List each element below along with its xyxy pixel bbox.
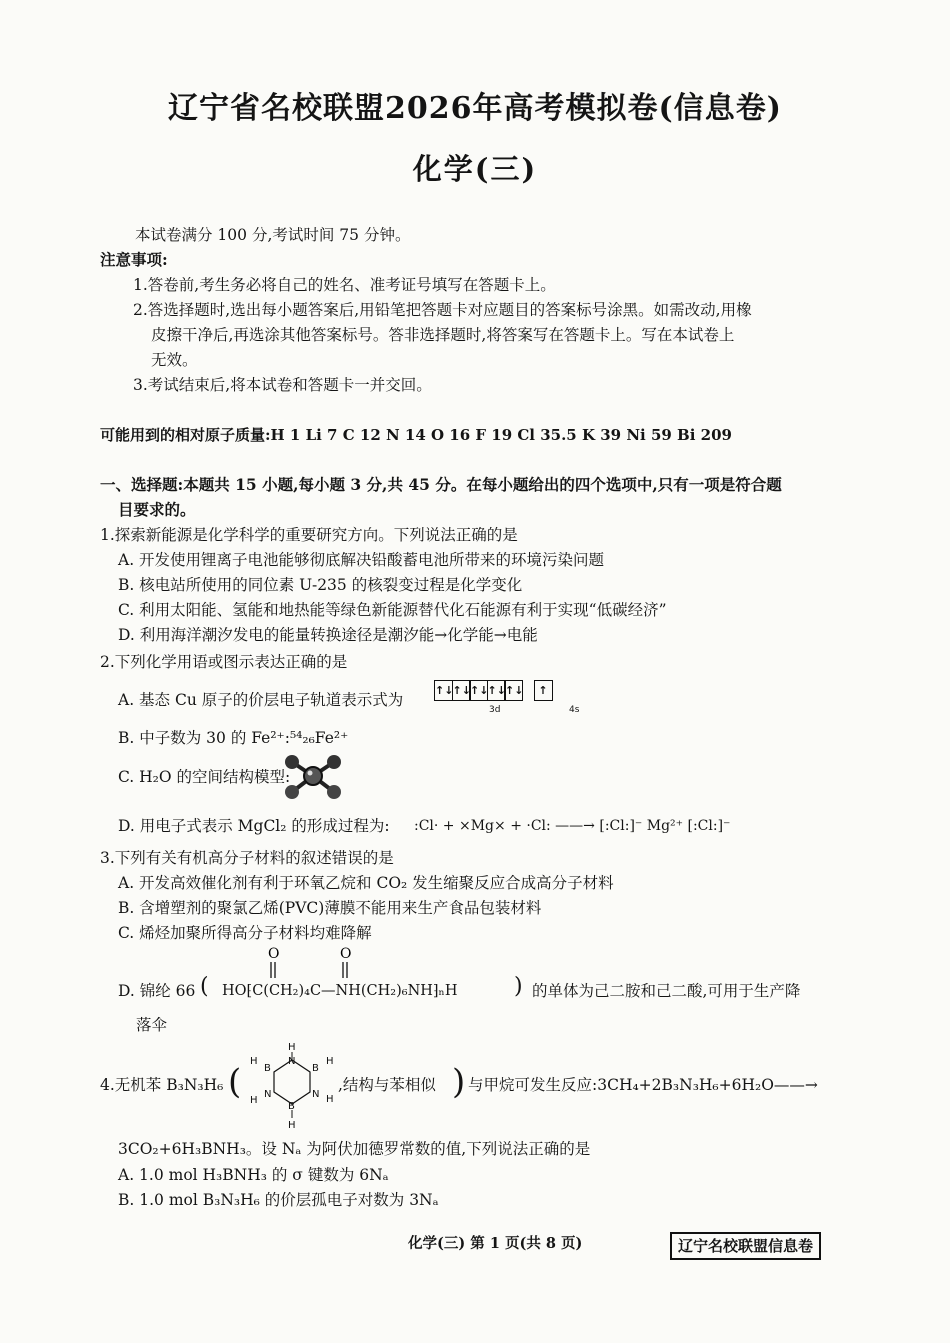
paren-right: )	[514, 974, 523, 999]
svg-text:O: O	[340, 946, 352, 962]
q2-stem: 2.下列化学用语或图示表达正确的是	[100, 653, 348, 671]
q1-option-b: B. 核电站所使用的同位素 U-235 的核裂变过程是化学变化	[118, 576, 523, 594]
svg-text:N: N	[264, 1089, 272, 1100]
paren-right: )	[452, 1062, 466, 1102]
q3-option-d-cont: 落伞	[136, 1016, 168, 1034]
score-line: 本试卷满分 100 分,考试时间 75 分钟。	[135, 226, 411, 244]
nylon66-formula: HO⁅C(CH₂)₄C—NH(CH₂)₆NH⁆ₙH	[222, 983, 458, 999]
svg-text:H: H	[326, 1056, 334, 1067]
mgcl2-lewis-process: :Cl· + ×Mg× + ·Cl: ——→ [:Cl:]⁻ Mg²⁺ [:Cl:]⁻	[414, 818, 731, 834]
note-2b: 皮擦干净后,再选涂其他答案标号。答非选择题时,将答案写在答题卡上。写在本试卷上	[151, 326, 735, 344]
q3-option-d-pre: D. 锦纶 66	[118, 982, 196, 1000]
atomic-masses: 可能用到的相对原子质量:H 1 Li 7 C 12 N 14 O 16 F 19 Cl 35.5 K 39 Ni 59 Bi 209	[100, 426, 732, 444]
carbonyl-marks-icon	[262, 944, 362, 980]
svg-text:H: H	[250, 1056, 258, 1067]
orbital-box-4s: ↑	[534, 680, 553, 701]
q1-option-c: C. 利用太阳能、氢能和地热能等绿色新能源替代化石能源有利于实现“低碳经济”	[118, 601, 667, 619]
section1-heading-cont: 目要求的。	[118, 500, 196, 519]
q3-option-d-post: 的单体为己二胺和己二酸,可用于生产降	[532, 982, 801, 1000]
q2-option-a: A. 基态 Cu 原子的价层电子轨道表示式为	[118, 691, 404, 709]
orbital-box-3d: ↑↓	[434, 680, 453, 701]
q4-option-a: A. 1.0 mol H₃BNH₃ 的 σ 键数为 6Nₐ	[118, 1166, 389, 1184]
q2-option-b: B. 中子数为 30 的 Fe²⁺:⁵⁴₂₆Fe²⁺	[118, 729, 349, 747]
orbital-diagram	[434, 680, 551, 701]
svg-text:H: H	[250, 1095, 258, 1106]
note-1: 1.答卷前,考生务必将自己的姓名、准考证号填写在答题卡上。	[133, 276, 556, 294]
orbital-box-3d: ↑↓	[452, 680, 471, 701]
q3-stem: 3.下列有关有机高分子材料的叙述错误的是	[100, 849, 394, 867]
note-2c: 无效。	[151, 351, 198, 369]
orbital-box-3d: ↑↓	[504, 680, 523, 701]
q4-stem-mid: ,结构与苯相似	[338, 1076, 436, 1094]
source-badge: 辽宁名校联盟信息卷	[670, 1232, 821, 1260]
orbital-box-3d: ↑↓	[469, 680, 488, 701]
q3-option-c: C. 烯烃加聚所得高分子材料均难降解	[118, 924, 372, 942]
q4-stem-cont: 3CO₂+6H₃BNH₃。设 Nₐ 为阿伏加德罗常数的值,下列说法正确的是	[118, 1140, 591, 1158]
exam-subtitle: 化学(三)	[412, 152, 538, 186]
q3-option-b: B. 含增塑剂的聚氯乙烯(PVC)薄膜不能用来生产食品包装材料	[118, 899, 542, 917]
svg-text:O: O	[268, 946, 280, 962]
q1-option-a: A. 开发使用锂离子电池能够彻底解决铅酸蓄电池所带来的环境污染问题	[118, 551, 605, 569]
svg-text:H: H	[288, 1042, 296, 1053]
page-footer: 化学(三) 第 1 页(共 8 页)	[408, 1235, 583, 1252]
notes-title: 注意事项:	[100, 250, 168, 269]
borazine-structure-icon	[246, 1040, 338, 1130]
water-ball-stick-model-icon	[282, 752, 344, 802]
label-3d: 3d	[489, 705, 501, 715]
q2-option-d: D. 用电子式表示 MgCl₂ 的形成过程为:	[118, 817, 390, 835]
svg-text:B: B	[312, 1063, 319, 1074]
q3-option-a: A. 开发高效催化剂有利于环氧乙烷和 CO₂ 发生缩聚反应合成高分子材料	[118, 874, 614, 892]
svg-text:H: H	[288, 1120, 296, 1130]
label-4s: 4s	[569, 705, 580, 715]
svg-text:B: B	[264, 1063, 271, 1074]
q1-stem: 1.探索新能源是化学科学的重要研究方向。下列说法正确的是	[100, 526, 518, 544]
svg-text:N: N	[312, 1089, 320, 1100]
section1-heading: 一、选择题:本题共 15 小题,每小题 3 分,共 45 分。在每小题给出的四个选项中,只有一项是符合题	[100, 475, 782, 494]
paren-left: (	[200, 974, 209, 999]
svg-text:H: H	[326, 1094, 334, 1105]
svg-text:B: B	[288, 1101, 295, 1112]
paren-left: (	[228, 1062, 242, 1102]
q2-option-c: C. H₂O 的空间结构模型:	[118, 768, 291, 786]
exam-title: 辽宁省名校联盟2026年高考模拟卷(信息卷)	[168, 91, 782, 126]
orbital-box-3d: ↑↓	[487, 680, 506, 701]
q1-option-d: D. 利用海洋潮汐发电的能量转换途径是潮汐能→化学能→电能	[118, 626, 538, 644]
note-3: 3.考试结束后,将本试卷和答题卡一并交回。	[133, 376, 432, 394]
q4-stem-pre: 4.无机苯 B₃N₃H₆	[100, 1076, 224, 1094]
note-2a: 2.答选择题时,选出每小题答案后,用铅笔把答题卡对应题目的答案标号涂黑。如需改动,用橡	[133, 301, 752, 319]
svg-text:N: N	[288, 1056, 296, 1067]
q4-option-b: B. 1.0 mol B₃N₃H₆ 的价层孤电子对数为 3Nₐ	[118, 1191, 439, 1209]
q4-stem-post: 与甲烷可发生反应:3CH₄+2B₃N₃H₆+6H₂O——→	[468, 1076, 818, 1094]
